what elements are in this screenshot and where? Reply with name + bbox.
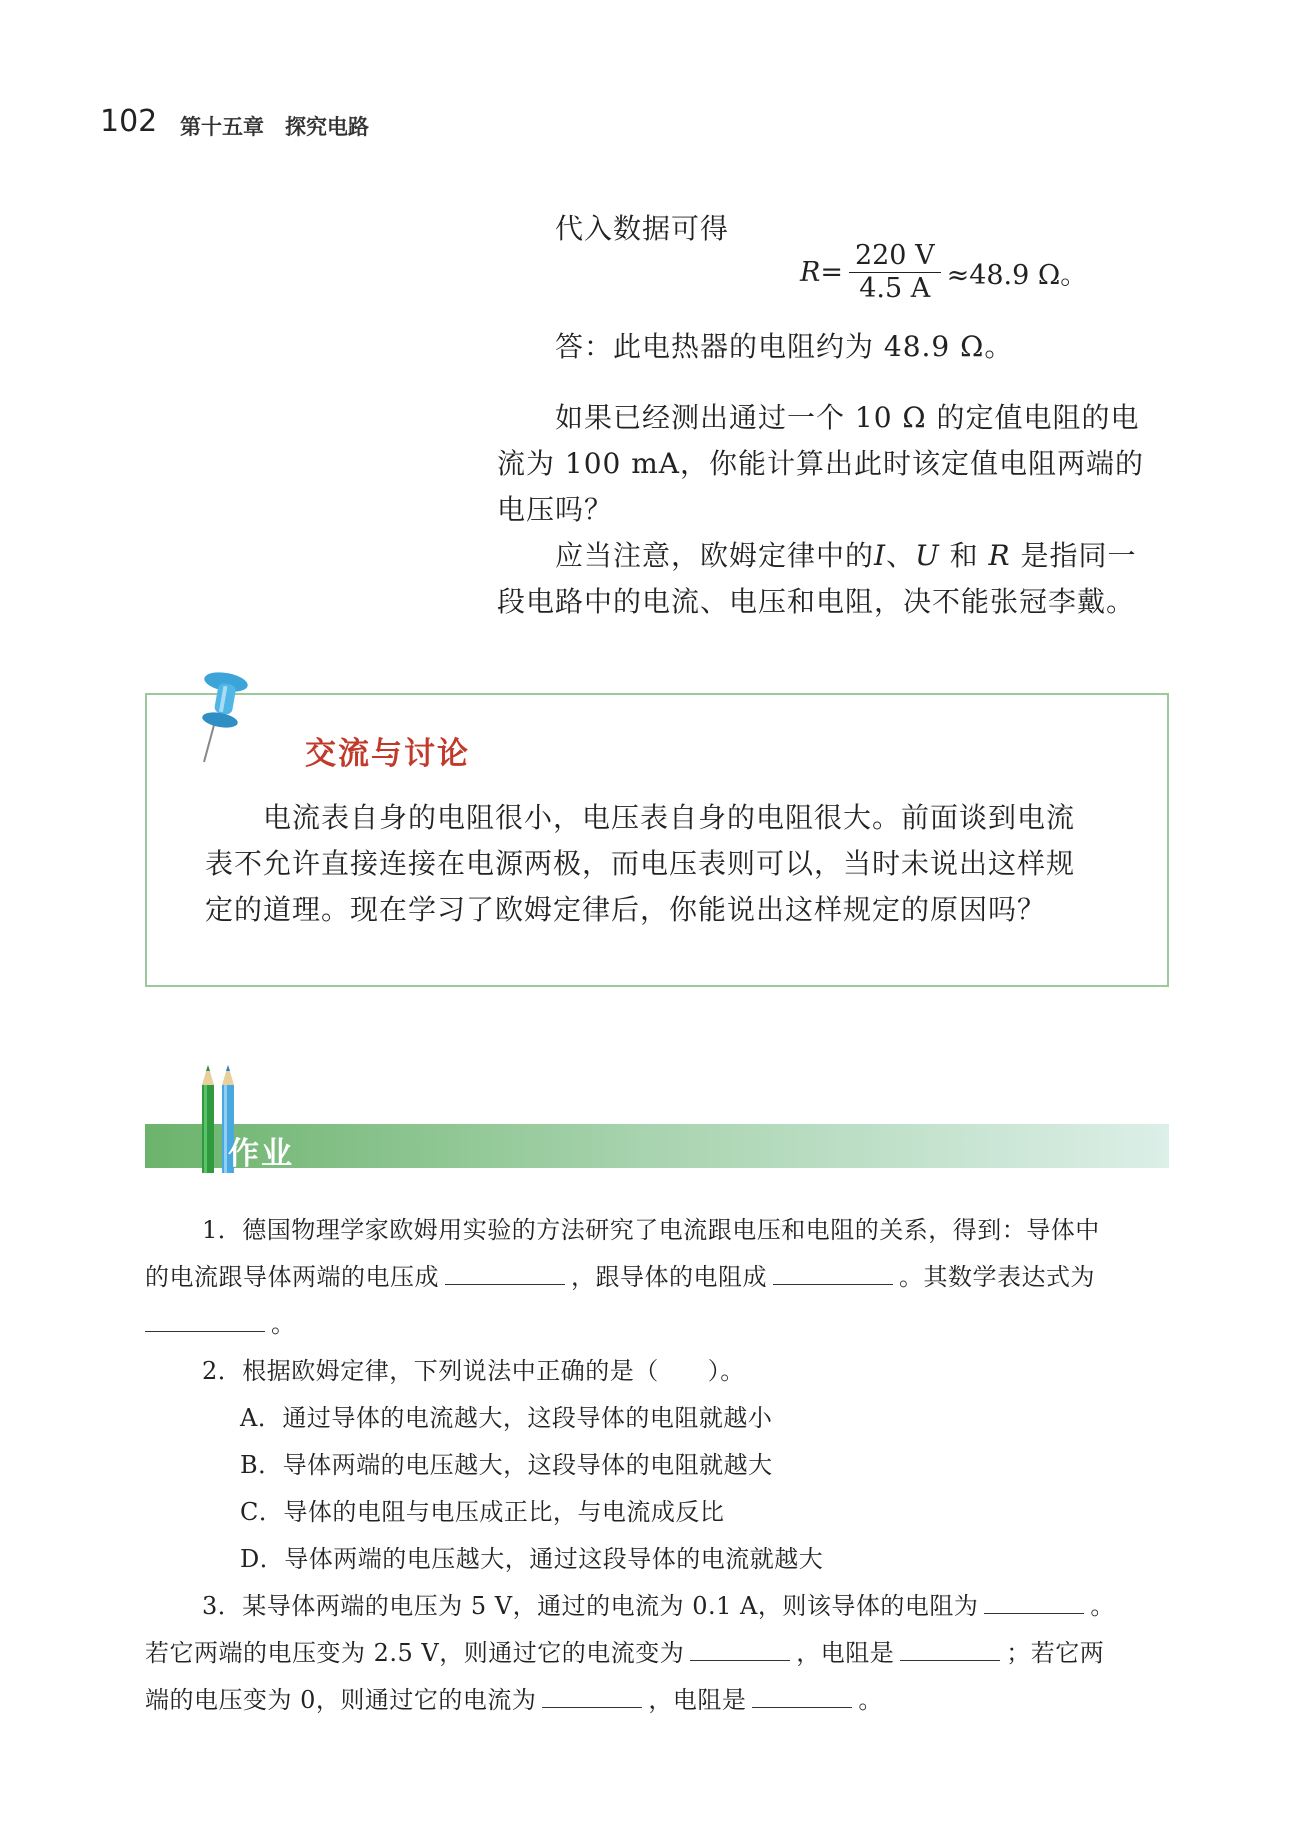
q3-text-b: 。 [1090,1592,1115,1620]
discussion-line-1: 电流表自身的电阻很小，电压表自身的电阻很大。前面谈到电流 [263,801,1076,834]
q1-text-b: ，跟导体的电阻成 [571,1263,767,1291]
page-number: 102 [100,104,158,139]
q3-text-e: ；若它两 [1006,1639,1105,1667]
formula-result: ≈48.9 Ω。 [946,260,1088,291]
q3-line-1 [202,1591,1115,1621]
q1-line-2 [145,1262,1095,1292]
q1-line-3 [145,1309,296,1339]
resistance-formula [800,240,1087,305]
q3-blank-2[interactable] [690,1659,790,1661]
note-line-1 [555,533,1137,579]
question-line-1: 如果已经测出通过一个 10 Ω 的定值电阻的电 [555,401,1140,434]
q3-text-d: ，电阻是 [796,1639,895,1667]
q3-text-f: 端的电压变为 0，则通过它的电流为 [145,1686,537,1714]
q3-text-h: 。 [858,1686,883,1714]
q3-line-3 [145,1685,883,1715]
var-i: I [874,539,887,572]
q3-blank-4[interactable] [542,1706,642,1708]
discussion-title: 交流与讨论 [305,736,470,772]
var-u: U [915,539,940,572]
q1-blank-1[interactable] [445,1283,565,1285]
note-suffix: 是指同一 [1010,539,1137,572]
question-line-2: 流为 100 mA，你能计算出此时该定值电阻两端的 [497,447,1145,480]
pushpin-icon [192,670,262,765]
formula-numerator: 220 V [849,240,941,273]
answer-text: 答：此电热器的电阻约为 48.9 Ω。 [555,330,1014,363]
formula-lhs: R= [800,257,843,288]
q1-line-1: 1．德国物理学家欧姆用实验的方法研究了电流跟电压和电阻的关系，得到：导体中 [202,1216,1100,1244]
homework-title: 作业 [228,1136,294,1172]
q2-option-d: D．导体两端的电压越大，通过这段导体的电流就越大 [240,1545,824,1573]
formula-denominator: 4.5 A [859,273,931,304]
note-prefix: 应当注意，欧姆定律中的 [555,539,875,572]
q1-blank-2[interactable] [773,1283,893,1285]
q3-blank-5[interactable] [752,1706,852,1708]
q3-blank-1[interactable] [984,1612,1084,1614]
q2-option-c: C．导体的电阻与电压成正比，与电流成反比 [240,1498,725,1526]
var-r: R [988,539,1011,572]
q3-text-g: ，电阻是 [648,1686,747,1714]
q1-text-a: 的电流跟导体两端的电压成 [145,1263,439,1291]
q3-line-2 [145,1638,1104,1668]
q3-blank-3[interactable] [900,1659,1000,1661]
discussion-line-2: 表不允许直接连接在电源两极，而电压表则可以，当时未说出这样规 [205,847,1076,880]
discussion-line-3: 定的道理。现在学习了欧姆定律后，你能说出这样规定的原因吗？ [205,893,1047,926]
note-sep: 、 [886,539,916,572]
note-line-2: 段电路中的电流、电压和电阻，决不能张冠李戴。 [497,585,1136,618]
q1-blank-3[interactable] [145,1330,265,1332]
q2-option-b: B．导体两端的电压越大，这段导体的电阻就越大 [240,1451,773,1479]
q2-stem: 2．根据欧姆定律，下列说法中正确的是（ ）。 [202,1357,745,1385]
chapter-title: 第十五章 探究电路 [180,115,369,139]
note-and: 和 [939,539,989,572]
q3-text-a: 3．某导体两端的电压为 5 V，通过的电流为 0.1 A，则该导体的电阻为 [202,1592,979,1620]
homework-banner [145,1124,1169,1168]
formula-fraction [849,240,941,305]
q1-text-d: 。 [271,1310,296,1338]
q2-option-a: A．通过导体的电流越大，这段导体的电阻就越小 [240,1404,773,1432]
question-line-3: 电压吗？ [497,493,614,526]
substitute-text: 代入数据可得 [555,212,730,245]
q3-text-c: 若它两端的电压变为 2.5 V，则通过它的电流变为 [145,1639,685,1667]
q1-text-c: 。其数学表达式为 [899,1263,1095,1291]
